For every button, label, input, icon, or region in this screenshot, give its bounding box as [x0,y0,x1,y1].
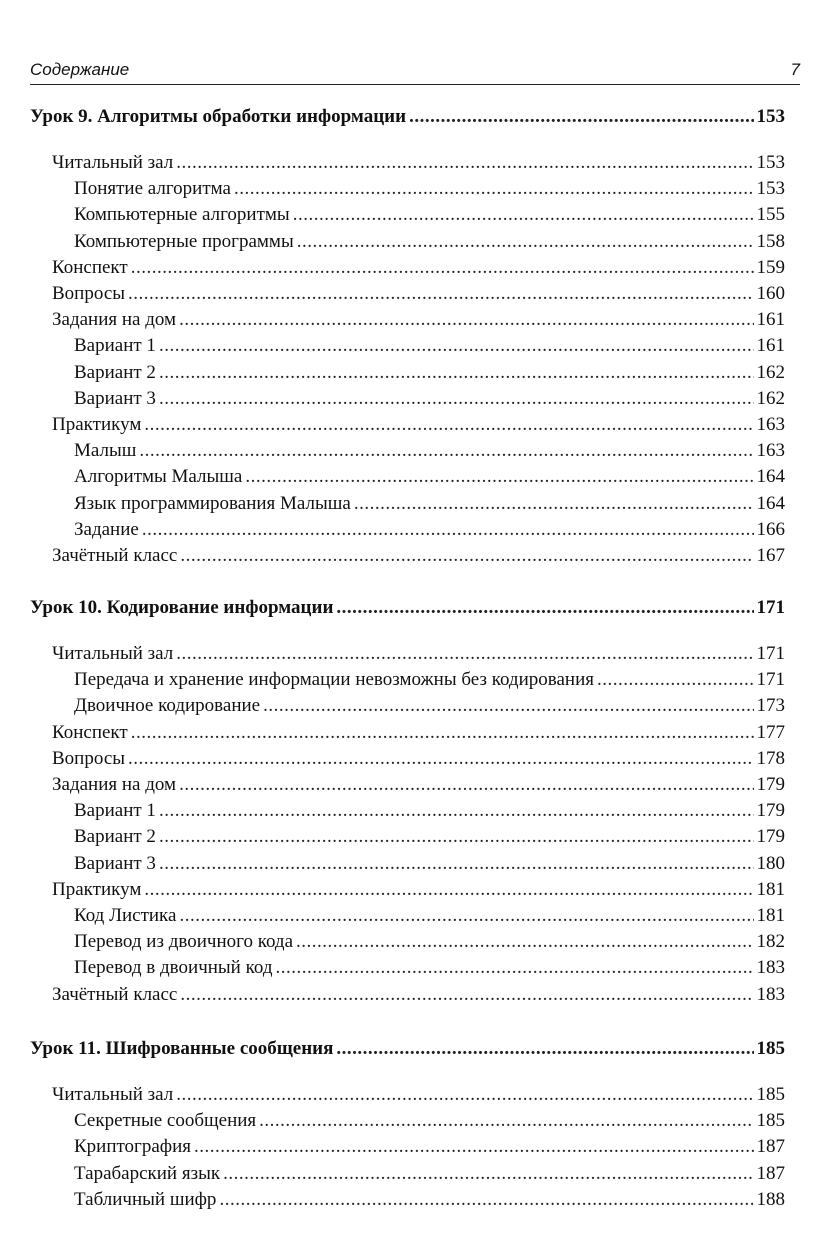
toc-entry-page: 179 [756,800,785,822]
toc-entry-page: 187 [756,1162,785,1184]
toc-entry[interactable] [0,905,827,931]
dot-leader [179,905,753,927]
lesson-heading[interactable] [0,1038,827,1064]
dot-leader [263,695,753,717]
dot-leader [144,879,753,901]
toc-entry-label: Код Листика [74,905,177,926]
toc-entry[interactable] [0,1136,827,1162]
running-header [30,60,800,85]
toc-entry-page: 171 [756,643,785,664]
toc-entry-page: 164 [756,492,785,514]
toc-entry[interactable] [0,152,827,178]
toc-entry[interactable] [0,748,827,774]
toc-entry-page: 179 [756,826,785,848]
dot-leader [144,414,753,436]
toc-entry-label: Компьютерные алгоритмы [74,204,290,226]
dot-leader [336,1038,753,1060]
dot-leader [159,362,754,384]
dot-leader [179,774,753,796]
toc-entry[interactable] [0,257,827,283]
toc-entry-label: Перевод из двоичного кода [74,931,294,953]
dot-leader [128,748,753,770]
dot-leader [128,283,753,305]
toc-entry-page: 166 [756,518,785,540]
toc-entry[interactable] [0,800,827,826]
toc-entry-page: 153 [756,152,785,173]
toc-entry-label: Читальный зал [52,643,174,664]
lesson-heading[interactable] [0,106,827,132]
toc-entry-label: Зачётный класс [52,545,178,566]
toc-entry-label: Практикум [52,414,142,435]
toc-entry-page: 160 [756,283,785,304]
toc-entry-page: 185 [756,1084,785,1105]
toc-entry-label: Читальный зал [52,1084,174,1105]
dot-leader [142,519,754,541]
toc-entry-page: 158 [756,230,785,252]
toc-entry[interactable] [0,545,827,571]
dot-leader [194,1136,753,1158]
dot-leader [180,545,753,567]
toc-entry-label: Задания на дом [52,309,177,331]
toc-entry-page: 171 [756,597,785,618]
toc-entry[interactable] [0,643,827,669]
toc-entry[interactable] [0,231,827,257]
toc-entry-page: 181 [756,905,785,926]
toc-entry-label: Практикум [52,878,142,900]
toc-entry-label: Язык программирования Малыша [74,492,351,514]
toc-entry-label: Табличный шифр [74,1188,217,1210]
toc-entry-label: Передача и хранение информации невозможны без кодирования [74,669,594,691]
toc-entry-label: Зачётный класс [52,983,178,1005]
toc-entry-label: Секретные сообщения [74,1110,257,1132]
toc-entry[interactable] [0,440,827,466]
toc-entry-page: 183 [756,983,785,1005]
dot-leader [234,178,754,200]
toc-entry[interactable] [0,1110,827,1136]
toc-entry-label: Вариант 3 [74,387,156,409]
toc-entry-label: Понятие алгоритма [74,178,231,200]
toc-entry-label: Алгоритмы Малыша [74,466,243,488]
toc-entry[interactable] [0,1163,827,1189]
toc-entry-page: 155 [756,204,785,226]
toc-entry[interactable] [0,826,827,852]
toc-entry-label: Конспект [52,256,128,278]
toc-entry-page: 178 [756,747,785,769]
toc-entry-label: Вопросы [52,283,126,304]
toc-entry-label: Задание [74,518,139,540]
toc-entry-label: Задания на дом [52,774,177,795]
toc-entry-page: 188 [756,1188,785,1210]
toc-entry-label: Вариант 2 [74,361,156,383]
toc-entry[interactable] [0,388,827,414]
toc-entry-page: 179 [756,774,785,795]
toc-entry[interactable] [0,669,827,695]
toc-entry[interactable] [0,957,827,983]
dot-leader [176,1084,753,1106]
dot-leader [409,106,753,128]
toc-entry-page: 167 [756,545,785,566]
toc-entry[interactable] [0,1084,827,1110]
toc-entry-label: Конспект [52,721,128,743]
dot-leader [139,440,753,462]
toc-entry-page: 153 [756,106,785,127]
toc-entry-label: Вариант 1 [74,335,156,357]
toc-entry-label: Двоичное кодирование [74,695,261,717]
dot-leader [223,1163,753,1185]
toc-entry-label: Вариант 1 [74,800,156,822]
toc-entry-label: Тарабарский язык [74,1162,221,1184]
toc-entry-label: Малыш [74,440,137,462]
dot-leader [219,1189,753,1211]
toc-entry-page: 162 [756,387,785,409]
toc-entry-label: Вариант 2 [74,826,156,848]
toc-entry-page: 161 [756,335,785,357]
toc-entry[interactable] [0,853,827,879]
dot-leader [354,493,754,515]
toc-entry[interactable] [0,879,827,905]
section-title: Содержание [30,60,130,79]
dot-leader [296,931,753,953]
toc-entry-page: 187 [756,1136,785,1158]
toc-entry-label: Перевод в двоичный код [74,957,273,979]
dot-leader [245,466,753,488]
toc-entry-label: Вопросы [52,747,126,769]
toc-entry-page: 183 [756,957,785,979]
toc-entry-page: 185 [756,1110,785,1132]
toc-entry-page: 171 [756,669,785,691]
dot-leader [159,826,754,848]
dot-leader [597,669,754,691]
dot-leader [131,257,754,279]
dot-leader [159,335,754,357]
dot-leader [336,597,753,619]
toc-entry-label: Вариант 3 [74,852,156,874]
lesson-heading[interactable] [0,597,827,623]
toc-entry-page: 163 [756,440,785,462]
toc-entry-page: 153 [756,178,785,200]
toc-entry-page: 162 [756,361,785,383]
toc-entry[interactable] [0,283,827,309]
toc-entry-label: Криптография [74,1136,192,1158]
toc-entry-label: Урок 9. Алгоритмы обработки информации [30,106,407,127]
dot-leader [180,984,753,1006]
toc-entry[interactable] [0,362,827,388]
dot-leader [176,643,753,665]
toc-entry[interactable] [0,309,827,335]
toc-entry[interactable] [0,414,827,440]
toc-entry-page: 177 [756,721,785,743]
toc-entry[interactable] [0,519,827,545]
toc-entry-page: 182 [756,931,785,953]
toc-entry[interactable] [0,204,827,230]
page-number: 7 [790,60,800,79]
dot-leader [179,309,753,331]
dot-leader [176,152,753,174]
toc-entry[interactable] [0,984,827,1010]
toc-entry-page: 161 [756,309,785,331]
toc-entry-label: Читальный зал [52,152,174,173]
toc-entry-label: Урок 11. Шифрованные сообщения [30,1038,334,1059]
dot-leader [276,957,754,979]
toc-entry-page: 185 [756,1038,785,1059]
toc-entry-label: Урок 10. Кодирование информации [30,597,334,618]
toc-entry[interactable] [0,466,827,492]
toc-entry-page: 180 [756,852,785,874]
toc-entry[interactable] [0,931,827,957]
toc-entry-page: 164 [756,466,785,488]
toc-entry[interactable] [0,774,827,800]
dot-leader [131,722,754,744]
toc-entry[interactable] [0,335,827,361]
toc-entry[interactable] [0,722,827,748]
toc-entry-page: 159 [756,256,785,278]
dot-leader [159,853,754,875]
toc-entry[interactable] [0,493,827,519]
toc-entry-page: 163 [756,414,785,435]
toc-entry[interactable] [0,1189,827,1215]
dot-leader [159,800,754,822]
toc-entry-label: Компьютерные программы [74,230,294,252]
dot-leader [159,388,754,410]
toc-entry[interactable] [0,695,827,721]
dot-leader [259,1110,753,1132]
toc-entry-page: 181 [756,878,785,900]
dot-leader [293,204,754,226]
toc-entry[interactable] [0,178,827,204]
dot-leader [297,231,754,253]
toc-entry-page: 173 [756,695,785,717]
